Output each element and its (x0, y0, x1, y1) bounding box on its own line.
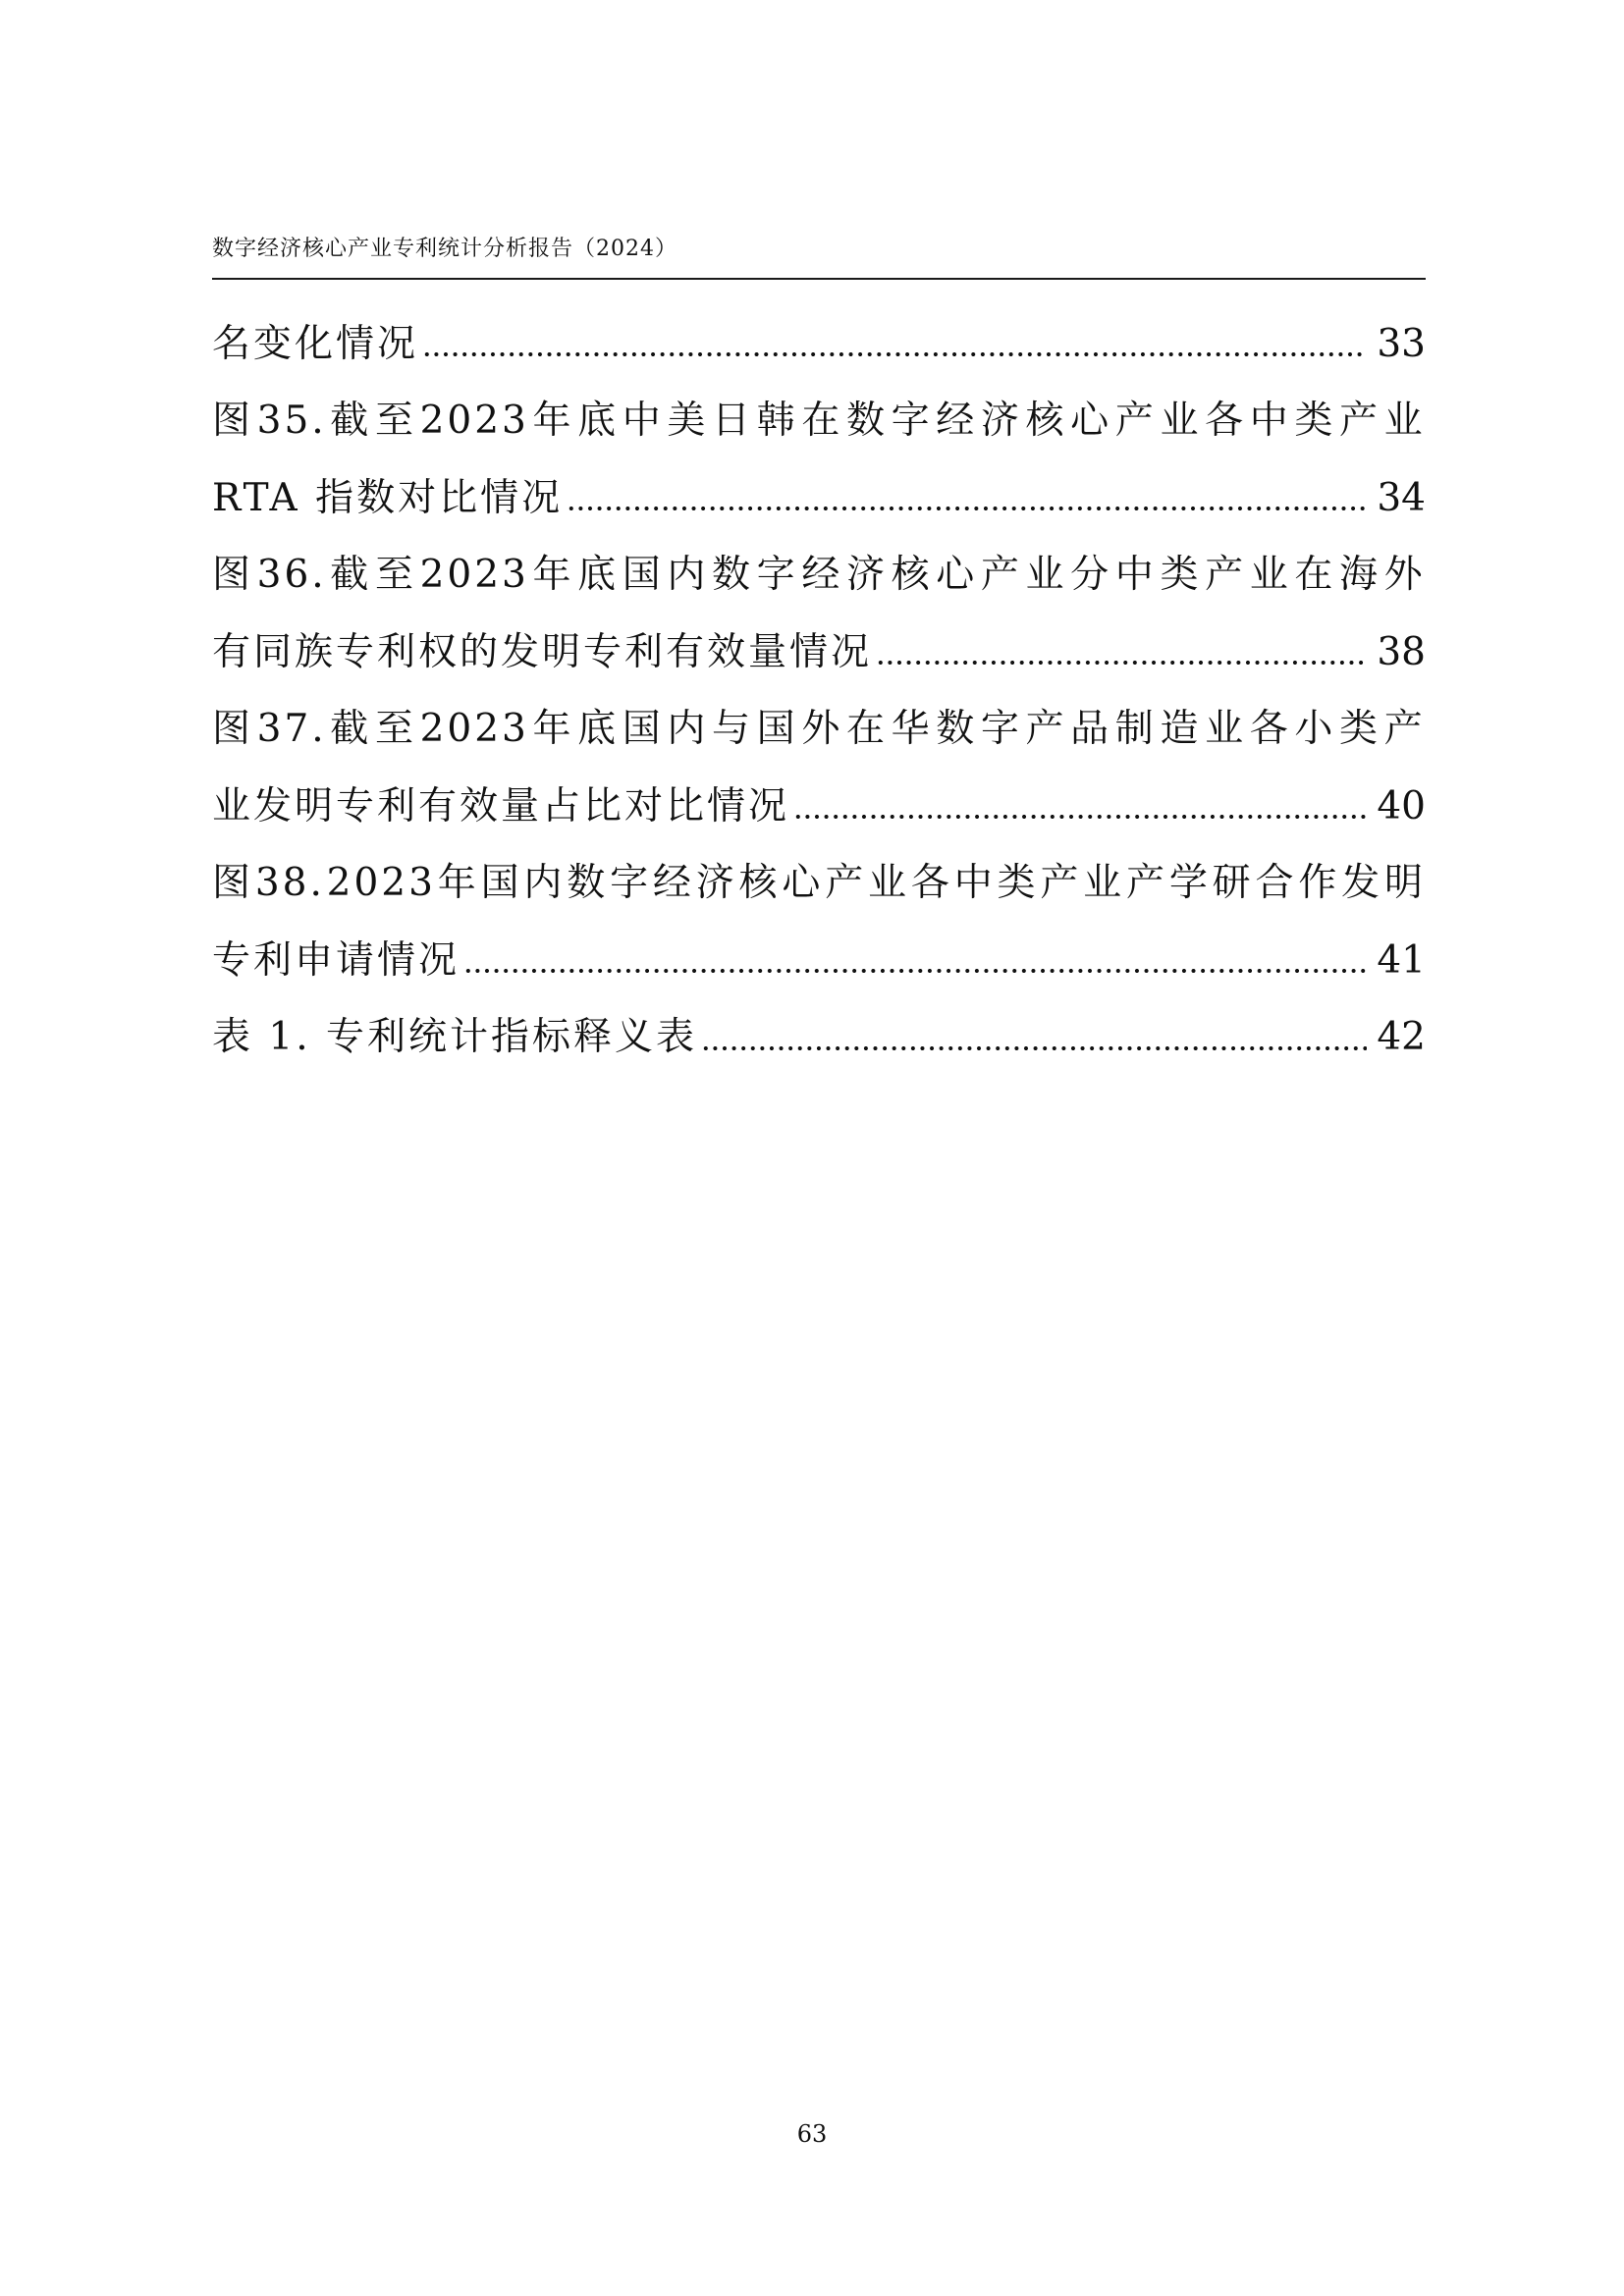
toc-word: 类 (1339, 707, 1381, 752)
toc-line (212, 383, 1426, 460)
toc-word: 年 (437, 861, 479, 906)
toc-word: 国 (622, 553, 664, 598)
dot-leader (876, 656, 1367, 669)
toc-word: 类 (997, 861, 1039, 906)
toc-page-number: 42 (1377, 1015, 1426, 1060)
toc-word: 数 (845, 399, 888, 444)
toc-word: 截 (330, 707, 372, 752)
toc-word: 心 (1070, 399, 1112, 444)
toc-word: 至 (374, 707, 416, 752)
toc-word: 中 (1249, 399, 1291, 444)
toc-line (212, 845, 1426, 923)
toc-word: 各 (910, 861, 952, 906)
toc-word: 数 (567, 861, 609, 906)
toc-word: 小 (1294, 707, 1336, 752)
toc-entry-text: 表 1. 专利统计指标释义表 (212, 1015, 698, 1060)
dot-leader (701, 1041, 1367, 1055)
toc-word: 济 (980, 399, 1022, 444)
toc-word: 在 (1294, 553, 1336, 598)
toc-word: 年 (532, 399, 574, 444)
toc-line (212, 305, 1426, 383)
toc-word: 制 (1114, 707, 1157, 752)
toc-word: 心 (782, 861, 824, 906)
toc-page-number: 34 (1377, 475, 1426, 520)
toc-word: 外 (1383, 553, 1426, 598)
toc-page-number: 38 (1377, 629, 1426, 674)
toc-word: 字 (610, 861, 652, 906)
toc-word: 品 (1070, 707, 1112, 752)
toc-entry-text: 有同族专利权的发明专利有效量情况 (212, 629, 873, 674)
toc-line (212, 999, 1426, 1077)
toc-word: 至 (374, 553, 416, 598)
toc-word: 产 (1126, 861, 1168, 906)
toc-word: 2023 (419, 707, 529, 752)
toc-word: 业 (1205, 707, 1247, 752)
toc-page-number: 40 (1377, 783, 1426, 828)
toc-word: 2023 (419, 553, 529, 598)
toc-word: 外 (801, 707, 843, 752)
toc-word: 业 (1249, 553, 1291, 598)
toc-word: 济 (695, 861, 737, 906)
dot-leader (463, 964, 1367, 978)
toc-word: 内 (667, 707, 709, 752)
toc-word: 国 (622, 707, 664, 752)
toc-line (212, 922, 1426, 999)
toc-line (212, 691, 1426, 769)
toc-word: 在 (801, 399, 843, 444)
toc-word: 明 (1383, 861, 1426, 906)
toc-word: 核 (738, 861, 781, 906)
toc-word: 底 (577, 553, 620, 598)
toc-word: 图 (212, 553, 254, 598)
toc-word: 发 (1341, 861, 1383, 906)
toc-word: 数 (936, 707, 978, 752)
toc-word: 经 (936, 399, 978, 444)
toc-word: 产 (1025, 707, 1067, 752)
table-of-figures (212, 305, 1426, 1076)
toc-word: 36. (256, 553, 327, 598)
toc-word: 业 (1383, 399, 1426, 444)
toc-line (212, 459, 1426, 537)
toc-word: 核 (891, 553, 933, 598)
toc-word: 作 (1298, 861, 1340, 906)
toc-word: 分 (1070, 553, 1112, 598)
toc-word: 至 (374, 399, 416, 444)
toc-word: 字 (756, 553, 798, 598)
toc-word: 海 (1339, 553, 1381, 598)
toc-line (212, 537, 1426, 614)
header-rule (212, 278, 1426, 280)
toc-word: 年 (532, 707, 574, 752)
toc-word: 合 (1255, 861, 1297, 906)
toc-page-number: 41 (1377, 937, 1426, 983)
toc-word: 产 (1205, 553, 1247, 598)
toc-word: 造 (1160, 707, 1202, 752)
toc-word: 华 (891, 707, 933, 752)
toc-entry-text: 名变化情况 (212, 321, 419, 366)
toc-word: 38. (254, 861, 325, 906)
toc-word: 图 (212, 707, 254, 752)
running-header: 数字经济核心产业专利统计分析报告（2024） (212, 237, 677, 261)
toc-word: 学 (1168, 861, 1211, 906)
toc-word: 类 (1294, 399, 1336, 444)
toc-word: 2023 (419, 399, 529, 444)
toc-word: 业 (1083, 861, 1125, 906)
toc-word: 日 (712, 399, 754, 444)
toc-word: 与 (712, 707, 754, 752)
toc-word: 业 (1160, 399, 1202, 444)
toc-line (212, 768, 1426, 845)
toc-word: 济 (845, 553, 888, 598)
toc-word: 37. (256, 707, 327, 752)
toc-word: 内 (523, 861, 566, 906)
toc-word: 国 (480, 861, 522, 906)
page-number: 63 (796, 2120, 828, 2148)
toc-word: 在 (845, 707, 888, 752)
toc-word: 各 (1205, 399, 1247, 444)
toc-word: 2023 (326, 861, 436, 906)
toc-line (212, 614, 1426, 691)
toc-word: 年 (532, 553, 574, 598)
dot-leader (793, 810, 1367, 824)
toc-word: 类 (1160, 553, 1202, 598)
toc-word: 中 (1114, 553, 1157, 598)
toc-word: 国 (756, 707, 798, 752)
dot-leader (567, 502, 1367, 515)
toc-word: 截 (330, 399, 372, 444)
toc-word: 产 (1339, 399, 1381, 444)
toc-word: 底 (577, 399, 620, 444)
toc-word: 数 (712, 553, 754, 598)
toc-word: 各 (1249, 707, 1291, 752)
toc-word: 字 (980, 707, 1022, 752)
toc-word: 经 (652, 861, 694, 906)
toc-entry-text: 业发明专利有效量占比对比情况 (212, 783, 790, 828)
toc-word: 业 (1025, 553, 1067, 598)
toc-page-number: 33 (1377, 321, 1426, 366)
toc-word: 内 (667, 553, 709, 598)
toc-word: 经 (801, 553, 843, 598)
toc-entry-text: 专利申请情况 (212, 937, 460, 983)
toc-word: 产 (825, 861, 867, 906)
toc-word: 产 (980, 553, 1022, 598)
toc-word: 字 (891, 399, 933, 444)
toc-word: 35. (256, 399, 327, 444)
toc-word: 研 (1212, 861, 1254, 906)
dot-leader (422, 347, 1367, 361)
toc-word: 美 (667, 399, 709, 444)
toc-word: 产 (1383, 707, 1426, 752)
toc-entry-text: RTA 指数对比情况 (212, 475, 564, 520)
toc-word: 图 (212, 399, 254, 444)
toc-word: 中 (622, 399, 664, 444)
toc-word: 核 (1025, 399, 1067, 444)
toc-word: 中 (953, 861, 996, 906)
toc-word: 心 (936, 553, 978, 598)
toc-word: 韩 (756, 399, 798, 444)
toc-word: 产 (1040, 861, 1082, 906)
toc-word: 底 (577, 707, 620, 752)
toc-word: 产 (1114, 399, 1157, 444)
toc-word: 业 (868, 861, 910, 906)
toc-word: 图 (212, 861, 254, 906)
toc-word: 截 (330, 553, 372, 598)
